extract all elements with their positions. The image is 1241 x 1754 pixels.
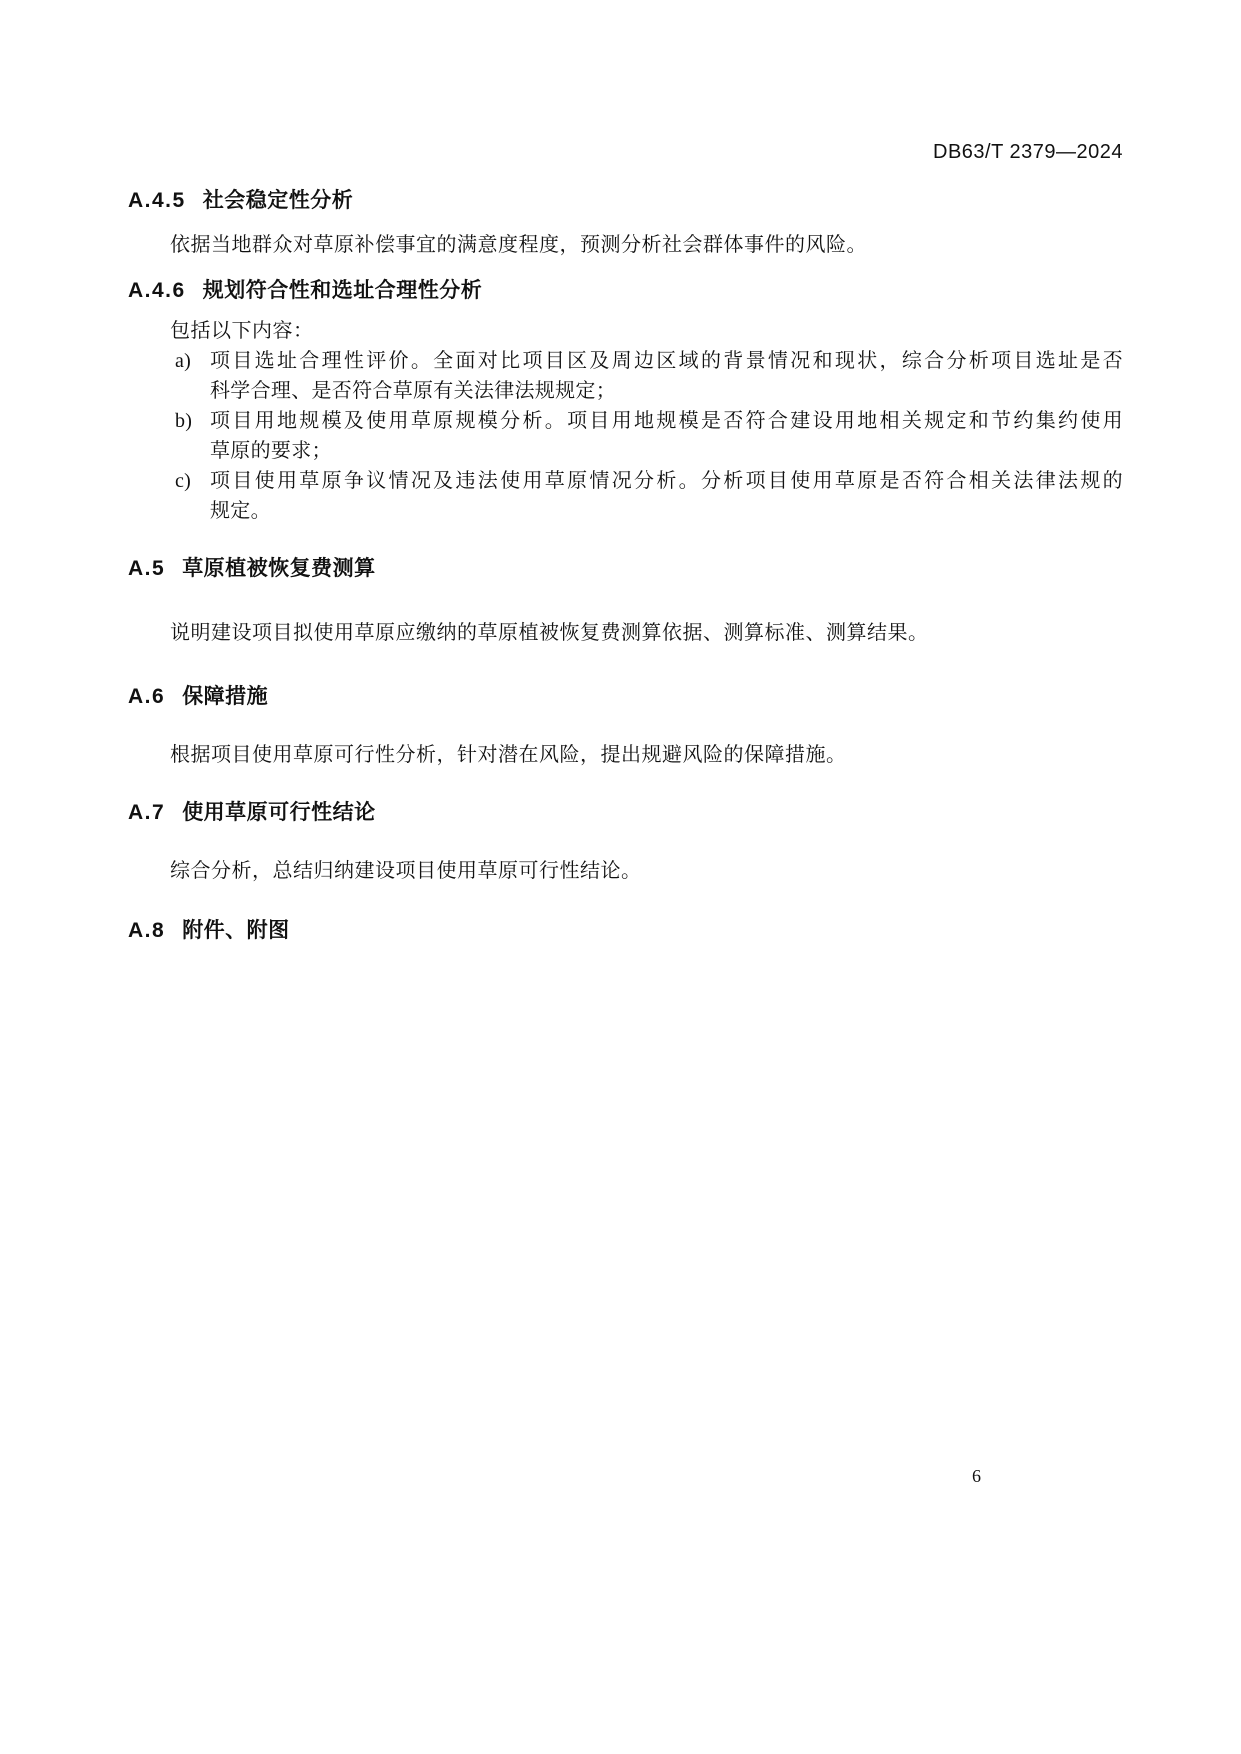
section-number: A.7 xyxy=(128,801,166,824)
section-paragraph: 综合分析，总结归纳建设项目使用草原可行性结论。 xyxy=(170,860,642,882)
list-item xyxy=(128,346,1123,406)
list-item-line: 项目选址合理性评价。全面对比项目区及周边区域的背景情况和现状，综合分析项目选址是否 xyxy=(210,350,1123,372)
section-number: A.6 xyxy=(128,685,166,708)
list-item-text xyxy=(210,406,1123,466)
standard-code: DB63/T 2379—2024 xyxy=(933,141,1123,163)
list-item-line: 草原的要求； xyxy=(210,440,332,462)
section-title: 草原植被恢复费测算 xyxy=(182,557,376,580)
section-heading-a7 xyxy=(128,798,1123,828)
ordered-list xyxy=(128,346,1123,526)
section-title: 社会稳定性分析 xyxy=(202,189,354,212)
list-item-line: 规定。 xyxy=(210,500,271,522)
section-paragraph: 依据当地群众对草原补偿事宜的满意度程度，预测分析社会群体事件的风险。 xyxy=(170,234,867,256)
section-title: 规划符合性和选址合理性分析 xyxy=(202,279,483,302)
section-heading-a46 xyxy=(128,276,1123,306)
list-marker: a) xyxy=(175,350,192,372)
section-heading-a5 xyxy=(128,554,1123,584)
section-heading-a45 xyxy=(128,186,1123,216)
section-title: 使用草原可行性结论 xyxy=(182,801,376,824)
list-item-text xyxy=(210,466,1123,526)
section-paragraph: 说明建设项目拟使用草原应缴纳的草原植被恢复费测算依据、测算标准、测算结果。 xyxy=(170,622,929,644)
page-number: 6 xyxy=(972,1466,981,1486)
list-item xyxy=(128,406,1123,466)
list-item-line: 项目使用草原争议情况及违法使用草原情况分析。分析项目使用草原是否符合相关法律法规的 xyxy=(210,470,1123,492)
section-number: A.5 xyxy=(128,557,166,580)
list-marker: c) xyxy=(175,470,192,492)
section-heading-a8 xyxy=(128,916,1123,946)
document-header xyxy=(128,138,1123,166)
list-item-line: 科学合理、是否符合草原有关法律法规规定； xyxy=(210,380,616,402)
section-title: 保障措施 xyxy=(182,685,269,708)
list-item xyxy=(128,466,1123,526)
section-paragraph: 包括以下内容： xyxy=(170,320,314,342)
section-number: A.8 xyxy=(128,919,166,942)
section-number: A.4.6 xyxy=(128,279,186,302)
section-heading-a6 xyxy=(128,682,1123,712)
list-item-text xyxy=(210,346,1123,406)
section-paragraph: 根据项目使用草原可行性分析，针对潜在风险，提出规避风险的保障措施。 xyxy=(170,744,847,766)
section-title: 附件、附图 xyxy=(182,919,290,942)
list-marker: b) xyxy=(175,410,193,432)
list-item-line: 项目用地规模及使用草原规模分析。项目用地规模是否符合建设用地相关规定和节约集约使用 xyxy=(210,410,1123,432)
section-number: A.4.5 xyxy=(128,189,186,212)
